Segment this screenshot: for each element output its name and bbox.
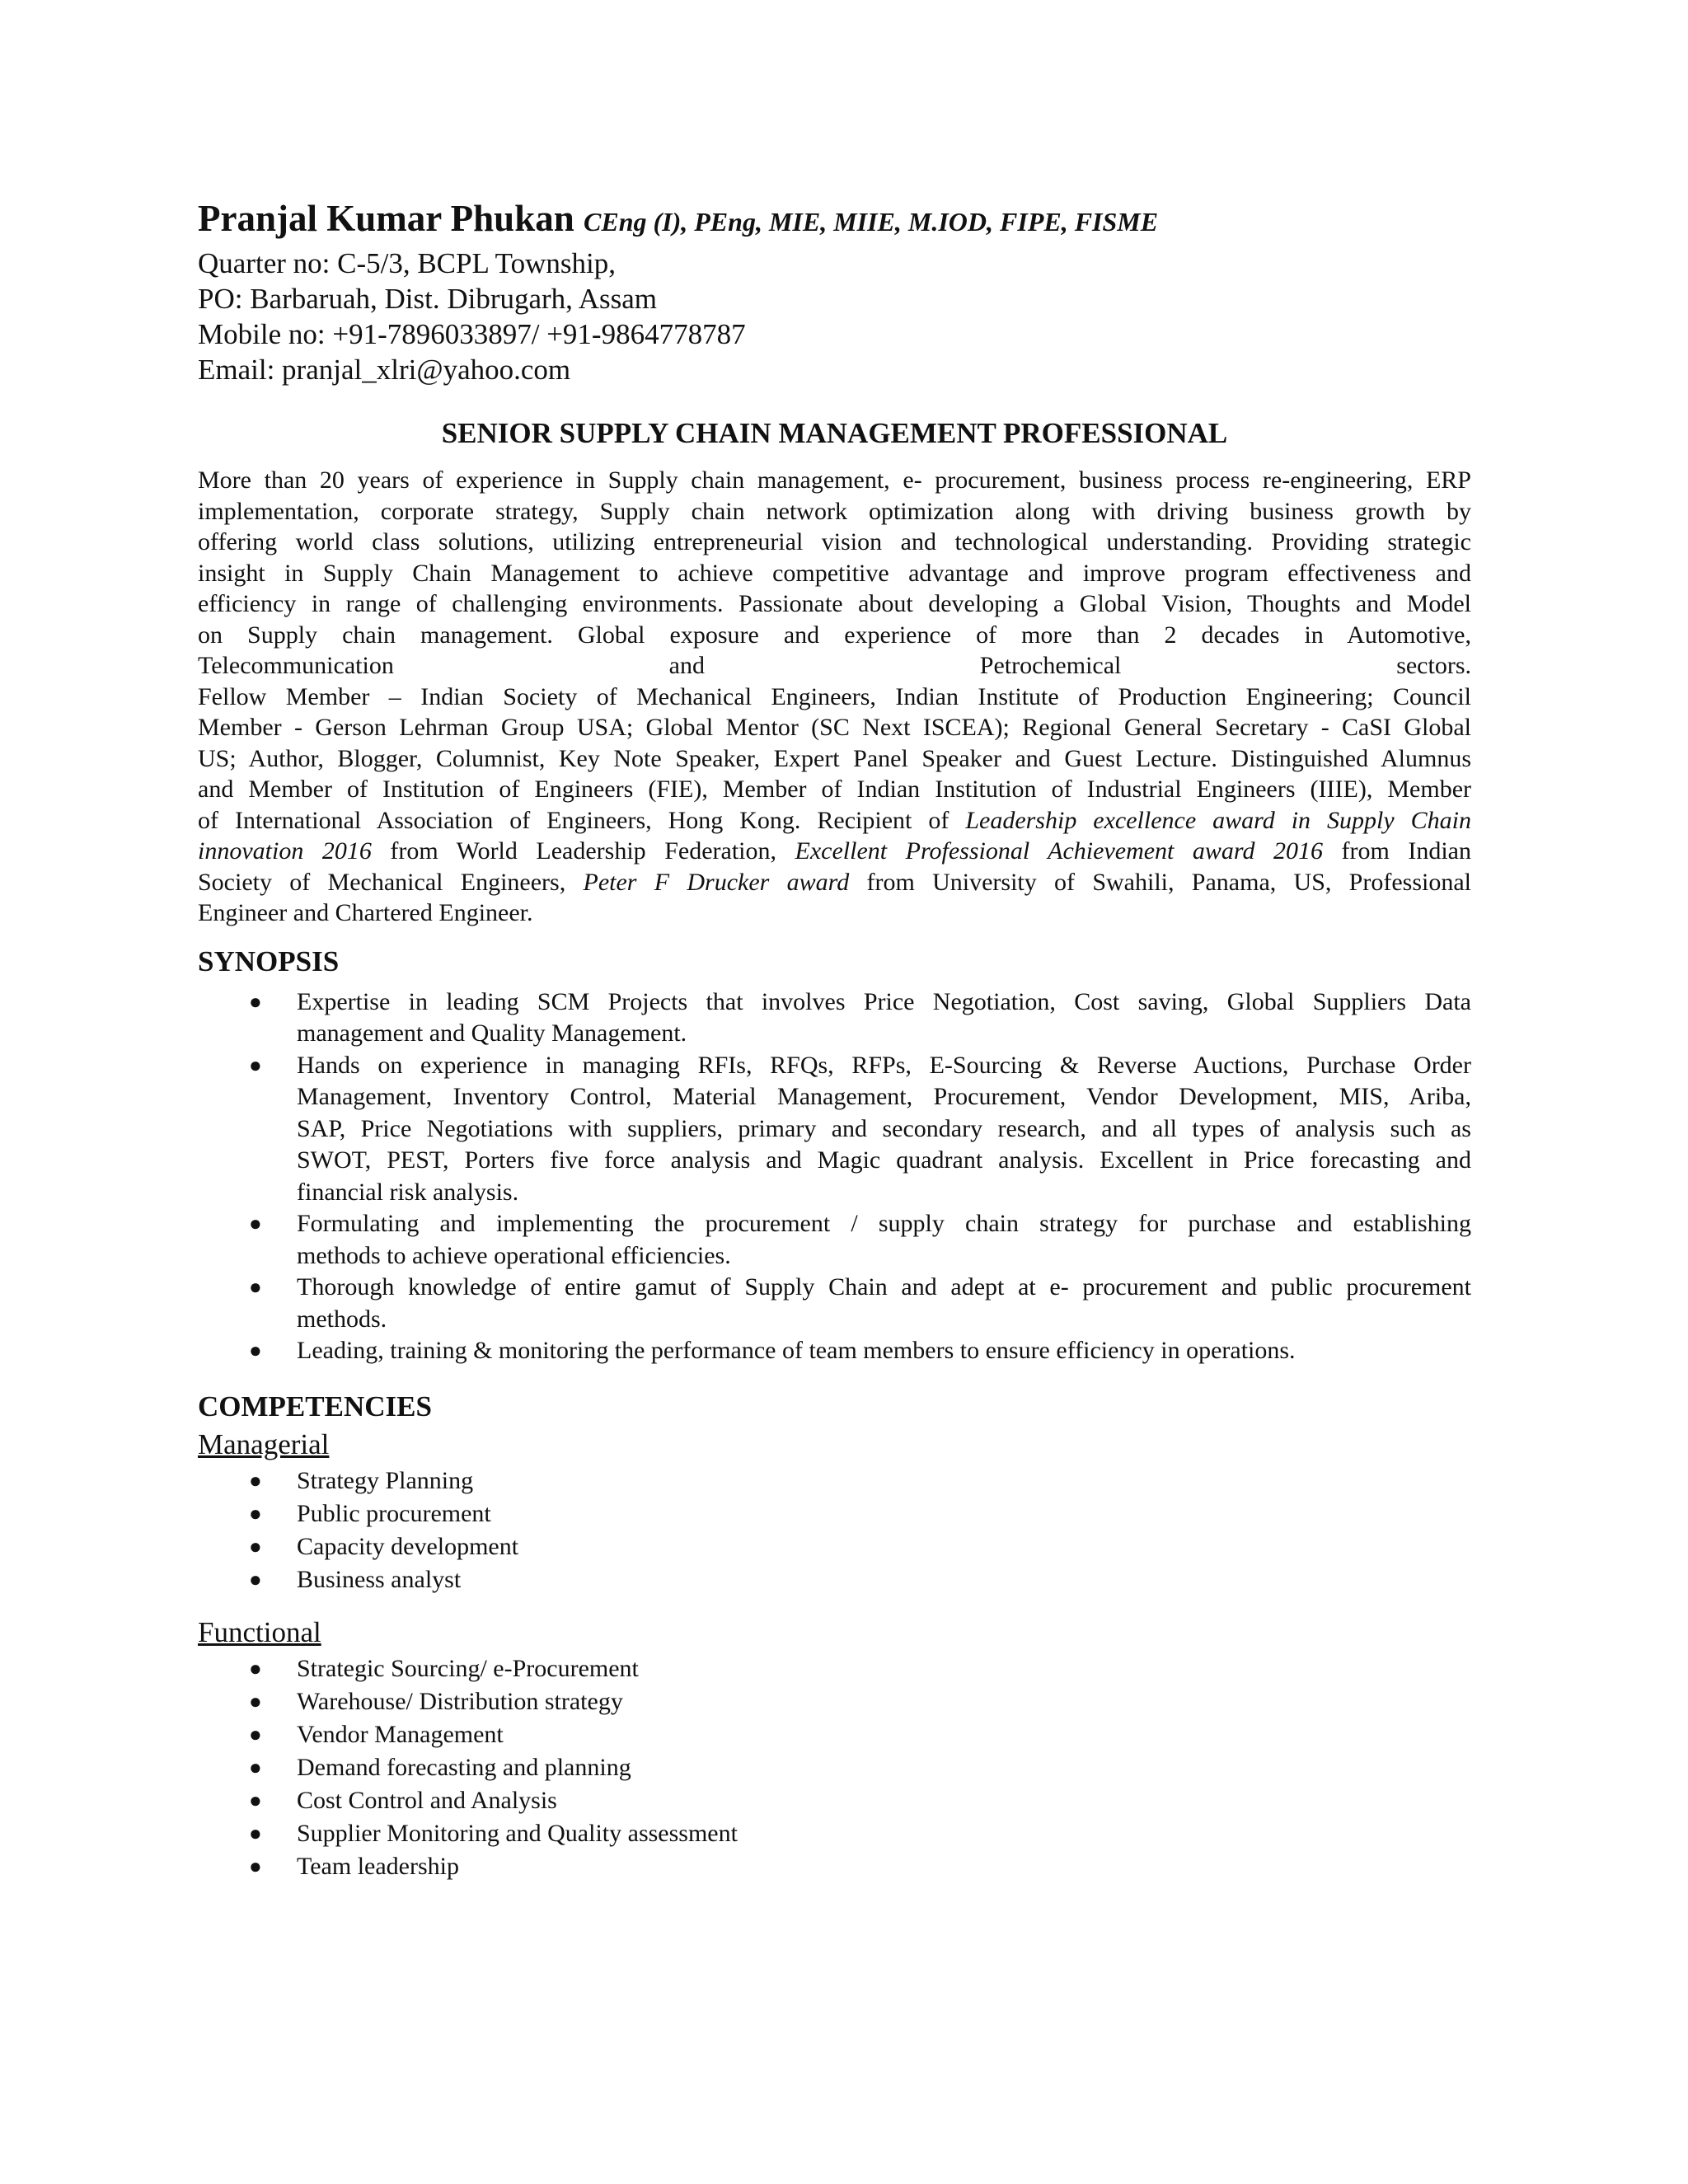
list-item — [198, 1718, 1471, 1751]
summary-award-line-2 — [198, 836, 1471, 867]
summary-line: Telecommunication and Petrochemical sectors. — [198, 652, 1471, 679]
list-item — [198, 1335, 1471, 1367]
bullet-text: SWOT, PEST, Porters five force analysis and Magic quadrant analysis. Excellent in Price forecasting and — [297, 1146, 1471, 1174]
list-item — [198, 1817, 1471, 1850]
bullet-icon: ● — [249, 1468, 262, 1493]
summary-award-line-3 — [198, 867, 1471, 898]
summary-line: of International Association of Engineers, Hong Kong. Recipient of — [198, 806, 950, 834]
address-line-1: Quarter no: C-5/3, BCPL Township, — [198, 247, 616, 279]
award-text: from University of Swahili, Panama, US, Professional — [849, 868, 1471, 896]
bullet-text: Business analyst — [297, 1565, 462, 1593]
bullet-text: Leading, training & monitoring the performance of team members to ensure efficiency in operations. — [297, 1337, 1296, 1364]
competencies-heading: COMPETENCIES — [198, 1390, 432, 1422]
summary-line: implementation, corporate strategy, Supply chain network optimization along with driving business growth by — [198, 497, 1471, 525]
bullet-text: Supplier Monitoring and Quality assessment — [297, 1819, 738, 1847]
name-line — [198, 194, 1471, 246]
bullet-icon: ● — [249, 1755, 262, 1779]
bullet-icon: ● — [249, 1722, 262, 1746]
synopsis-heading: SYNOPSIS — [198, 944, 340, 977]
list-item — [198, 1497, 1471, 1530]
list-item — [198, 1751, 1471, 1784]
bullet-icon: ● — [249, 1567, 262, 1591]
mobile-number: Mobile no: +91-7896033897/ +91-9864778787 — [198, 318, 746, 350]
candidate-name: Pranjal Kumar Phukan — [198, 198, 574, 239]
list-item — [198, 1465, 1471, 1497]
bullet-icon: ● — [249, 1854, 262, 1878]
bullet-icon: ● — [249, 1501, 262, 1526]
bullet-text: Strategic Sourcing/ e-Procurement — [297, 1654, 639, 1682]
bullet-text: methods. — [297, 1305, 387, 1333]
managerial-list — [198, 1465, 1471, 1596]
bullet-text: methods to achieve operational efficiencies. — [297, 1241, 731, 1269]
summary-line: on Supply chain management. Global exposure and experience of more than 2 decades in Automotive, — [198, 621, 1471, 649]
list-item — [198, 1784, 1471, 1817]
summary-line: efficiency in range of challenging environments. Passionate about developing a Global Vision, Thoughts and Model — [198, 590, 1471, 617]
summary-award-line-1 — [198, 805, 1471, 837]
bullet-text: Thorough knowledge of entire gamut of Supply Chain and adept at e- procurement and public procurement — [297, 1273, 1471, 1301]
list-item — [198, 1050, 1471, 1209]
list-item — [198, 987, 1471, 1050]
synopsis-list — [198, 987, 1471, 1367]
bullet-text: Demand forecasting and planning — [297, 1753, 631, 1781]
functional-subheading: Functional — [198, 1615, 321, 1648]
bullet-icon: ● — [249, 1821, 262, 1845]
functional-list — [198, 1652, 1471, 1883]
list-item — [198, 1563, 1471, 1596]
bullet-text: Public procurement — [297, 1499, 491, 1527]
bullet-icon: ● — [249, 1788, 262, 1812]
award-excellent-professional: Excellent Professional Achievement award 2016 — [795, 837, 1323, 865]
list-item — [198, 1652, 1471, 1685]
email-address: Email: pranjal_xlri@yahoo.com — [198, 354, 571, 386]
bullet-icon: ● — [249, 989, 262, 1014]
bullet-icon: ● — [249, 1534, 262, 1558]
professional-headline: SENIOR SUPPLY CHAIN MANAGEMENT PROFESSIONAL — [441, 417, 1228, 449]
bullet-text: Vendor Management — [297, 1720, 504, 1748]
bullet-text: Hands on experience in managing RFIs, RFQs, RFPs, E-Sourcing & Reverse Auctions, Purchase Order — [297, 1051, 1471, 1079]
award-drucker: Peter F Drucker award — [583, 868, 850, 896]
bullet-text: Cost Control and Analysis — [297, 1786, 557, 1814]
professional-summary — [198, 465, 1471, 929]
bullet-text: SAP, Price Negotiations with suppliers, primary and secondary research, and all types of analysis such as — [297, 1114, 1471, 1142]
summary-line: US; Author, Blogger, Columnist, Key Note Speaker, Expert Panel Speaker and Guest Lecture. Distinguished Alumnus — [198, 744, 1471, 772]
award-innovation-year: innovation 2016 — [198, 837, 372, 865]
bullet-icon: ● — [249, 1052, 262, 1077]
summary-line: and Member of Institution of Engineers (FIE), Member of Indian Institution of Industrial Engineers (IIIE), Member — [198, 776, 1471, 803]
bullet-icon: ● — [249, 1656, 262, 1680]
list-item — [198, 1685, 1471, 1718]
list-item — [198, 1850, 1471, 1883]
summary-line: Engineer and Chartered Engineer. — [198, 899, 533, 926]
bullet-text: Strategy Planning — [297, 1466, 474, 1494]
award-text: Society of Mechanical Engineers, — [198, 868, 584, 896]
list-item — [198, 1208, 1471, 1272]
bullet-text: Capacity development — [297, 1532, 519, 1560]
summary-line: Member - Gerson Lehrman Group USA; Global Mentor (SC Next ISCEA); Regional General Secretary - CaSI Global — [198, 714, 1471, 741]
bullet-text: Warehouse/ Distribution strategy — [297, 1687, 623, 1715]
summary-line: offering world class solutions, utilizing entrepreneurial vision and technological understanding. Providing strategic — [198, 528, 1471, 555]
award-text: from World Leadership Federation, — [371, 837, 795, 865]
bullet-text: Expertise in leading SCM Projects that involves Price Negotiation, Cost saving, Global Suppliers Data — [297, 987, 1471, 1015]
resume-page — [198, 194, 1471, 1883]
summary-line: insight in Supply Chain Management to achieve competitive advantage and improve program effectiveness and — [198, 559, 1471, 587]
list-item — [198, 1272, 1471, 1335]
award-leadership: Leadership excellence award in Supply Chain — [965, 806, 1471, 834]
bullet-icon: ● — [249, 1338, 262, 1362]
candidate-credentials: CEng (I), PEng, MIE, MIIE, M.IOD, FIPE, FISME — [584, 207, 1159, 237]
summary-line: Fellow Member – Indian Society of Mechanical Engineers, Indian Institute of Production Engineering; Council — [198, 682, 1471, 710]
managerial-subheading: Managerial — [198, 1427, 330, 1460]
bullet-text: Team leadership — [297, 1852, 459, 1880]
bullet-icon: ● — [249, 1212, 262, 1235]
summary-line: More than 20 years of experience in Supply chain management, e- procurement, business process re-engineering, ERP — [198, 466, 1471, 494]
bullet-text: Formulating and implementing the procurement / supply chain strategy for purchase and establishing — [297, 1210, 1471, 1237]
bullet-icon: ● — [249, 1275, 262, 1299]
bullet-text: financial risk analysis. — [297, 1178, 519, 1206]
bullet-text: Management, Inventory Control, Material Management, Procurement, Vendor Development, MIS, Ariba, — [297, 1083, 1471, 1110]
address-line-2: PO: Barbaruah, Dist. Dibrugarh, Assam — [198, 283, 658, 315]
bullet-icon: ● — [249, 1689, 262, 1713]
bullet-text: management and Quality Management. — [297, 1019, 687, 1047]
list-item — [198, 1530, 1471, 1563]
award-text: from Indian — [1323, 837, 1471, 865]
